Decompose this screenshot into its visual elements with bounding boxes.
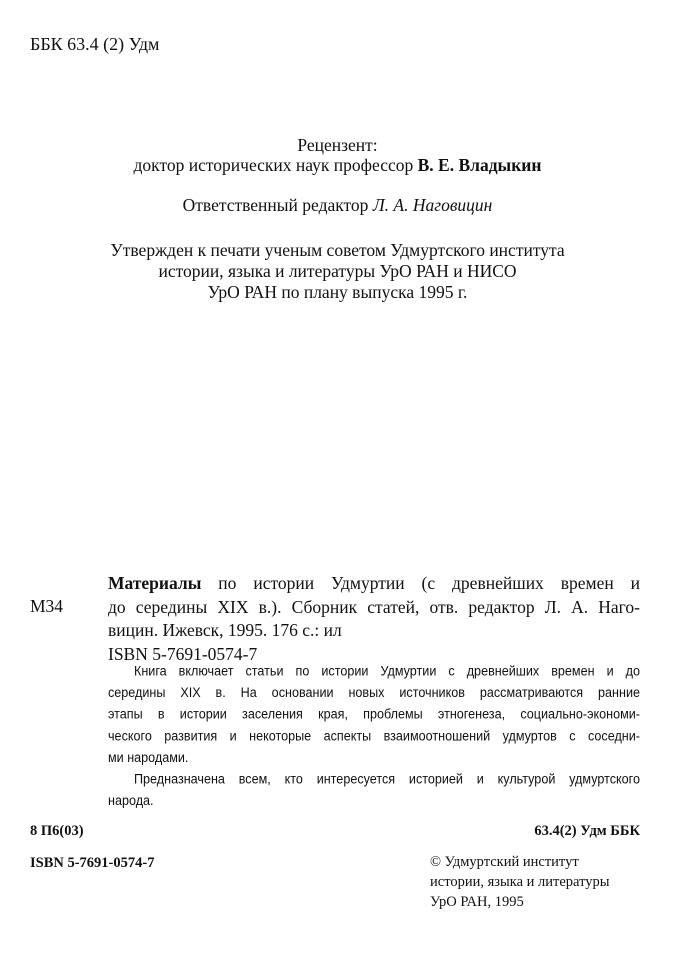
reviewer-line — [0, 155, 675, 176]
abstract-line: Предназначена всем, кто интересуется историей и культурой удмуртского — [134, 771, 640, 787]
abstract-line: середины XIX в. На основании новых источников рассматриваются ранние — [108, 685, 640, 701]
catalog-text: по истории Удмуртии (с древнейших времен и — [201, 573, 640, 593]
bbk-header: ББК 63.4 (2) Удм — [30, 34, 160, 54]
reviewer-name: В. Е. Владыкин — [417, 155, 542, 175]
footer-isbn: ISBN 5-7691-0574-7 — [30, 855, 155, 871]
approval-line: истории, языка и литературы УрО РАН и НИСО — [158, 261, 517, 281]
copyright-line: © Удмуртский институт — [430, 854, 579, 870]
abstract-line: народа. — [108, 793, 154, 809]
abstract-line: Книга включает статьи по истории Удмуртии с древнейших времен и до — [134, 663, 640, 679]
editor-name: Л. А. Наговицин — [372, 195, 493, 215]
copyright-line: истории, языка и литературы — [430, 874, 610, 890]
catalog-line: вицин. Ижевск, 1995. 176 с.: ил — [108, 620, 342, 640]
abstract-line: этапы в истории заселения края, проблемы этногенеза, социально-экономи- — [108, 706, 640, 722]
reviewer-label: Рецензент: — [297, 135, 378, 155]
catalog-line — [108, 572, 640, 596]
catalog-isbn: ISBN 5-7691-0574-7 — [108, 643, 258, 664]
udc-code: 8 П6(03) — [30, 823, 84, 839]
approval-line: УрО РАН по плану выпуска 1995 г. — [207, 282, 468, 302]
copyright-line: УрО РАН, 1995 — [430, 894, 524, 910]
catalog-line: до середины XIX в.). Сборник статей, отв. редактор Л. А. Наго- — [108, 596, 640, 617]
abstract-line: ческого развития и некоторые аспекты взаимоотношений удмуртов с соседни- — [108, 728, 640, 744]
abstract — [108, 660, 640, 811]
reviewer-title: доктор исторических наук профессор — [133, 155, 414, 175]
editor-line — [0, 195, 675, 216]
catalog-title: Материалы — [108, 573, 202, 593]
bbk-footer: 63.4(2) Удм ББК — [534, 823, 640, 839]
catalog-entry — [108, 572, 640, 666]
editor-label: Ответственный редактор — [182, 195, 369, 215]
approval-line: Утвержден к печати ученым советом Удмуртского института — [110, 240, 565, 260]
abstract-line: ми народами. — [108, 750, 189, 766]
catalog-code: М34 — [30, 596, 64, 616]
